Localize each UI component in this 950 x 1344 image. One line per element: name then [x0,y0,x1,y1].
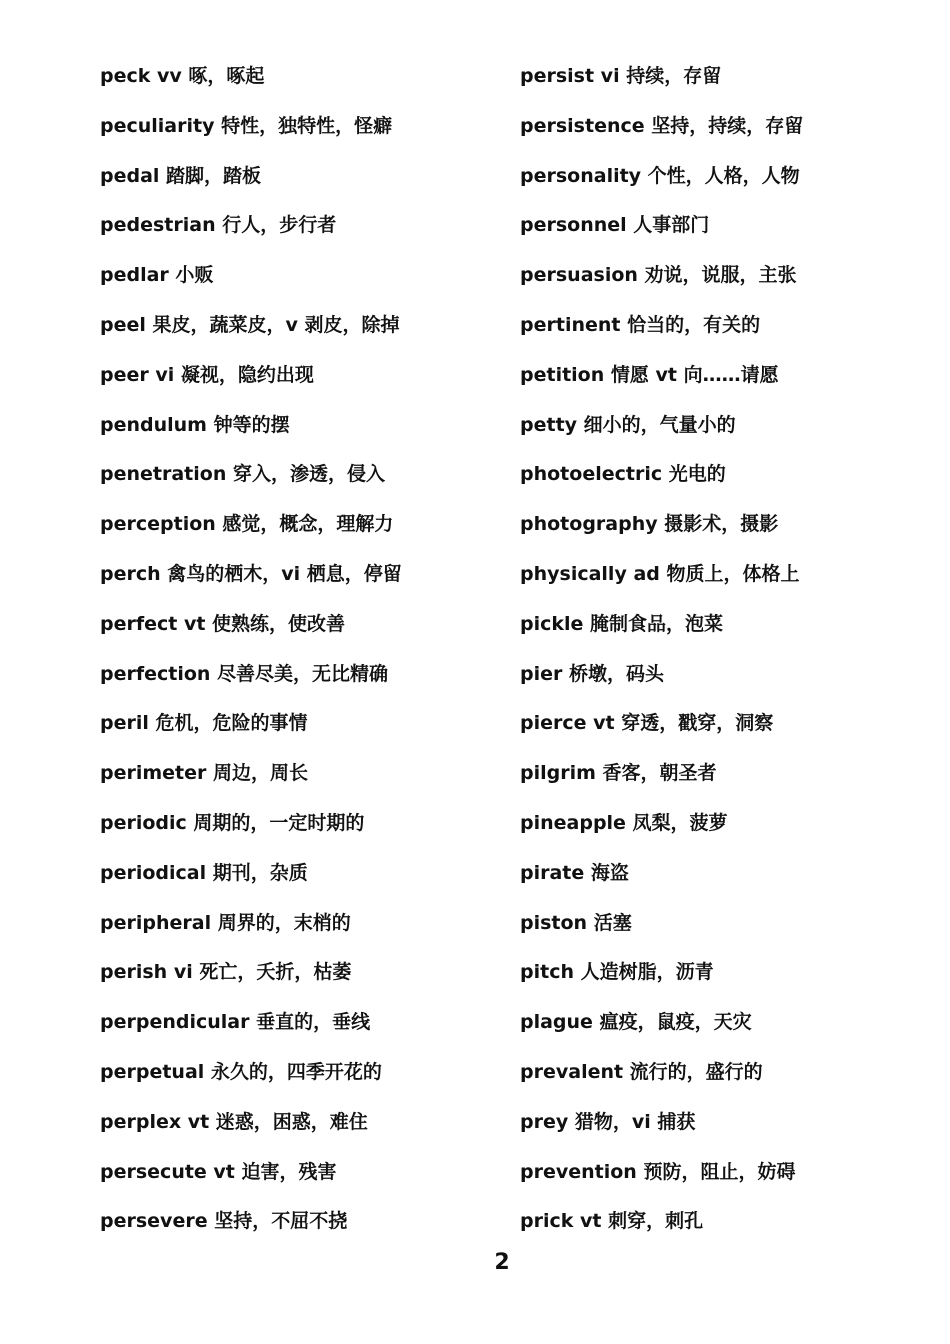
vocab-entry: pilgrim 香客，朝圣者 [520,762,717,785]
right-column [520,60,920,1255]
vocab-entry: perception 感觉，概念，理解力 [100,513,394,536]
vocab-entry: photography 摄影术，摄影 [520,513,779,536]
vocab-entry: prick vt 刺穿，刺孔 [520,1210,704,1233]
vocab-entry: photoelectric 光电的 [520,463,726,486]
vocab-entry: peer vi 凝视，隐约出现 [100,363,314,386]
vocab-entry: pedal 踏脚，踏板 [100,164,262,187]
vocab-entry: prey 猎物，vi 捕获 [520,1110,696,1133]
vocab-entry: periodic 周期的，一定时期的 [100,811,365,834]
vocab-entry: perimeter 周边，周长 [100,762,309,785]
vocab-entry: perpetual 永久的，四季开花的 [100,1060,382,1083]
left-column [100,60,500,1255]
vocab-entry: persevere 坚持，不屈不挠 [100,1210,348,1233]
vocab-entry: perpendicular 垂直的，垂线 [100,1011,371,1034]
vocab-entry: piston 活塞 [520,911,632,934]
vocab-entry: personnel 人事部门 [520,214,710,237]
vocab-entry: peculiarity 特性，独特性，怪癖 [100,114,393,137]
vocab-entry: petty 细小的，气量小的 [520,413,736,436]
vocab-entry: perfect vt 使熟练，使改善 [100,612,346,635]
vocab-entry: plague 瘟疫，鼠疫，天灾 [520,1011,752,1034]
vocab-entry: prevention 预防，阻止，妨碍 [520,1160,796,1183]
vocab-entry: pier 桥墩，码头 [520,662,664,685]
vocab-entry: pendulum 钟等的摆 [100,413,290,436]
vocab-entry: penetration 穿入，渗透，侵入 [100,463,385,486]
page-number: 2 [494,1250,510,1275]
vocab-entry: peel 果皮，蔬菜皮，v 剥皮，除掉 [100,313,400,336]
vocab-entry: persuasion 劝说，说服，主张 [520,264,797,287]
vocab-entry: perplex vt 迷惑，困惑，难住 [100,1110,368,1133]
vocab-entry: petition 情愿 vt 向……请愿 [520,363,779,386]
vocab-entry: pedlar 小贩 [100,264,214,287]
vocab-entry: peripheral 周界的，末梢的 [100,911,351,934]
vocab-entry: perfection 尽善尽美，无比精确 [100,662,389,685]
vocab-entry: pirate 海盗 [520,861,629,884]
vocab-entry: pineapple 凤梨，菠萝 [520,811,728,834]
vocab-entry: peck vv 啄，啄起 [100,65,265,87]
vocab-entry: persistence 坚持，持续，存留 [520,114,804,137]
vocab-entry: pierce vt 穿透，戳穿，洞察 [520,712,774,735]
vocab-entry: perch 禽鸟的栖木，vi 栖息，停留 [100,562,402,585]
vocab-entry: persist vi 持续，存留 [520,65,722,87]
vocab-entry: persecute vt 迫害，残害 [100,1160,337,1183]
vocab-entry: peril 危机，危险的事情 [100,712,308,735]
vocab-entry: periodical 期刊，杂质 [100,861,308,884]
vocab-entry: pickle 腌制食品，泡菜 [520,612,724,635]
vocab-entry: pertinent 恰当的，有关的 [520,313,761,336]
vocab-entry: personality 个性，人格，人物 [520,164,800,187]
vocab-entry: perish vi 死亡，夭折，枯萎 [100,961,352,984]
vocab-entry: physically ad 物质上，体格上 [520,562,800,585]
vocab-entry: prevalent 流行的，盛行的 [520,1060,763,1083]
vocab-entry: pedestrian 行人，步行者 [100,214,337,237]
vocab-entry: pitch 人造树脂，沥青 [520,961,714,984]
